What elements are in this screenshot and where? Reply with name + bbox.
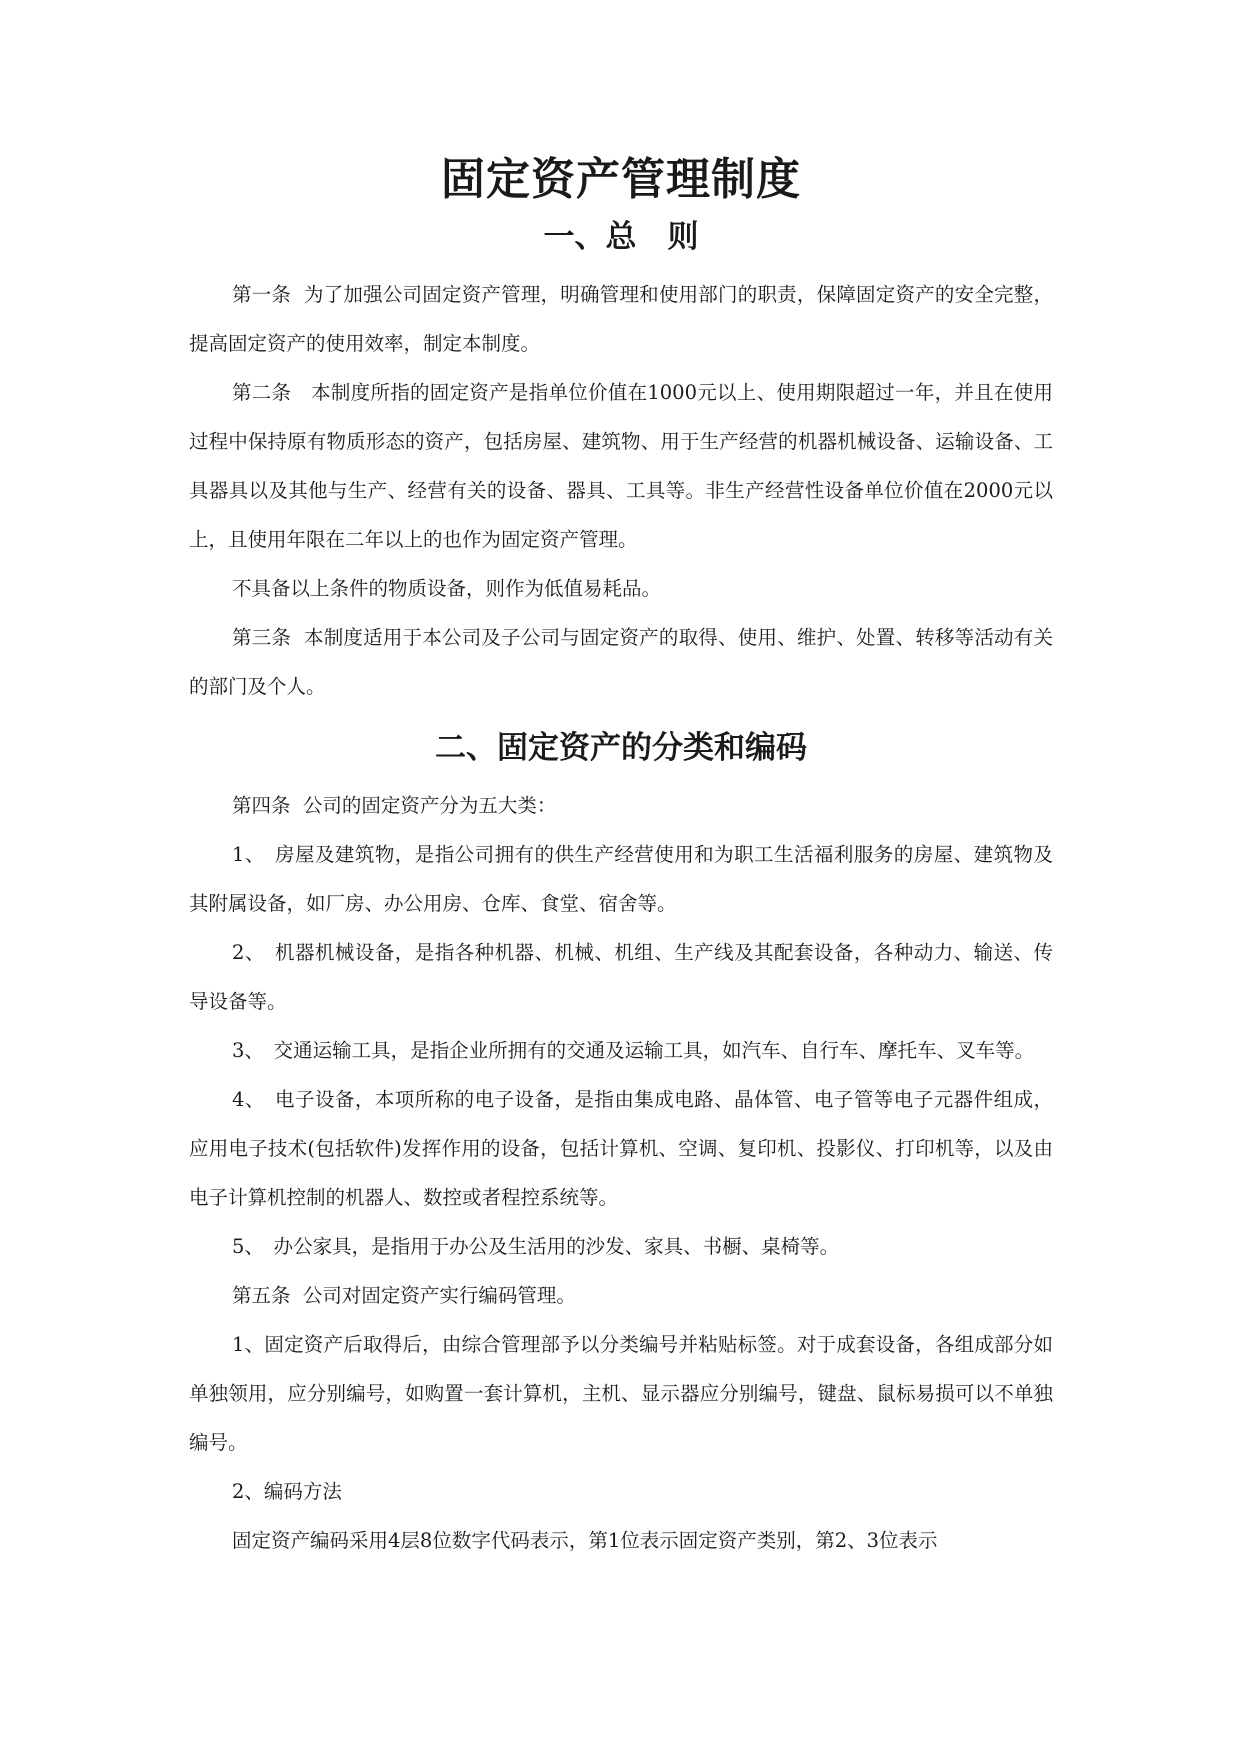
coding-method-paragraph: 固定资产编码采用4层8位数字代码表示，第1位表示固定资产类别，第2、3位表示 bbox=[232, 1529, 938, 1552]
section-heading-classification: 二、固定资产的分类和编码 bbox=[435, 730, 807, 766]
document-page bbox=[189, 150, 1053, 1565]
article-3-paragraph: 第三条 本制度适用于本公司及子公司与固定资产的取得、使用、维护、处置、转移等活动有关的部门及个人。 bbox=[189, 626, 1053, 698]
category-item-4: 4、 电子设备，本项所称的电子设备，是指由集成电路、晶体管、电子管等电子元器件组成，应用电子技术(包括软件)发挥作用的设备，包括计算机、空调、复印机、投影仪、打印机等，以及由电子计算机控制的机器人、数控或者程控系统等。 bbox=[189, 1088, 1053, 1209]
low-value-consumables-paragraph: 不具备以上条件的物质设备，则作为低值易耗品。 bbox=[232, 577, 662, 600]
category-item-1: 1、 房屋及建筑物，是指公司拥有的供生产经营使用和为职工生活福利服务的房屋、建筑物及其附属设备，如厂房、办公用房、仓库、食堂、宿舍等。 bbox=[189, 843, 1053, 915]
article-2-paragraph: 第二条 本制度所指的固定资产是指单位价值在1000元以上、使用期限超过一年，并且在使用过程中保持原有物质形态的资产，包括房屋、建筑物、用于生产经营的机器机械设备、运输设备、工具器具以及其他与生产、经营有关的设备、器具、工具等。非生产经营性设备单位价值在2000元以上，且使用年限在二年以上的也作为固定资产管理。 bbox=[189, 381, 1053, 551]
article-5-paragraph: 第五条 公司对固定资产实行编码管理。 bbox=[232, 1284, 576, 1307]
coding-item-1: 1、固定资产后取得后，由综合管理部予以分类编号并粘贴标签。对于成套设备，各组成部分如单独领用，应分别编号，如购置一套计算机，主机、显示器应分别编号，键盘、鼠标易损可以不单独编号。 bbox=[189, 1333, 1053, 1454]
article-4-paragraph: 第四条 公司的固定资产分为五大类： bbox=[232, 794, 557, 817]
category-item-5: 5、 办公家具，是指用于办公及生活用的沙发、家具、书橱、桌椅等。 bbox=[232, 1235, 840, 1258]
category-item-3: 3、 交通运输工具，是指企业所拥有的交通及运输工具，如汽车、自行车、摩托车、叉车等。 bbox=[232, 1039, 1035, 1062]
document-title: 固定资产管理制度 bbox=[441, 154, 801, 205]
coding-item-2: 2、编码方法 bbox=[232, 1480, 342, 1503]
category-item-2: 2、 机器机械设备，是指各种机器、机械、机组、生产线及其配套设备，各种动力、输送、传导设备等。 bbox=[189, 941, 1053, 1013]
article-1-paragraph: 第一条 为了加强公司固定资产管理，明确管理和使用部门的职责，保障固定资产的安全完整，提高固定资产的使用效率，制定本制度。 bbox=[189, 283, 1053, 355]
section-heading-general: 一、总 则 bbox=[543, 219, 699, 255]
